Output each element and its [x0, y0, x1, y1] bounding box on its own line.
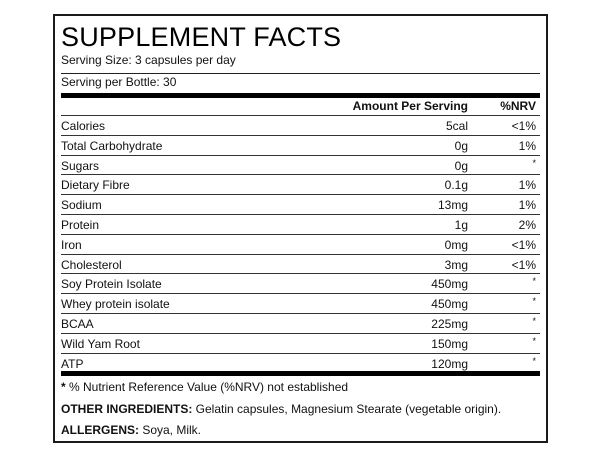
nutrient-name: Soy Protein Isolate	[61, 277, 162, 292]
nutrient-table	[61, 98, 540, 372]
thick-divider-bottom	[61, 371, 540, 376]
nutrient-nrv: *	[532, 276, 536, 287]
nutrient-amount: 120mg	[431, 356, 468, 371]
allergens	[61, 423, 201, 437]
table-row	[61, 293, 540, 313]
allergens-text: Soya, Milk.	[139, 423, 202, 437]
nutrient-name: BCAA	[61, 316, 94, 331]
other-ingredients-label: OTHER INGREDIENTS:	[61, 402, 193, 416]
table-row	[61, 313, 540, 333]
table-row	[61, 194, 540, 214]
nutrient-nrv: *	[532, 157, 536, 168]
nutrient-name: Sugars	[61, 158, 100, 173]
table-row	[61, 135, 540, 155]
other-ingredients	[61, 402, 501, 416]
nutrient-nrv: 1%	[518, 138, 536, 153]
serving-size: Serving Size: 3 capsules per day	[61, 53, 236, 67]
nutrient-name: Sodium	[61, 198, 102, 213]
nutrient-amount: 450mg	[431, 277, 468, 292]
nutrient-amount: 0.1g	[444, 178, 468, 193]
nutrient-name: Whey protein isolate	[61, 297, 170, 312]
nutrient-name: Dietary Fibre	[61, 178, 130, 193]
table-row	[61, 155, 540, 175]
nutrient-nrv: <1%	[511, 119, 536, 133]
nutrient-name: Cholesterol	[61, 257, 122, 272]
table-row	[61, 254, 540, 274]
supplement-facts-panel	[53, 14, 548, 443]
nutrient-nrv: 1%	[518, 198, 536, 213]
footnote-text: % Nutrient Reference Value (%NRV) not established	[65, 380, 349, 394]
nutrient-amount: 0g	[454, 158, 468, 173]
table-row	[61, 353, 540, 373]
serving-per-bottle: Serving per Bottle: 30	[61, 75, 177, 89]
table-row	[61, 234, 540, 254]
nutrient-amount: 5cal	[445, 119, 468, 133]
nutrient-amount: 1g	[454, 217, 468, 232]
other-ingredients-text: Gelatin capsules, Magnesium Stearate (vegetable origin).	[192, 402, 502, 416]
nutrient-amount: 0g	[454, 138, 468, 153]
nutrient-amount: 450mg	[431, 297, 468, 312]
table-row	[61, 333, 540, 353]
table-row	[61, 174, 540, 194]
nutrient-nrv: *	[532, 296, 536, 307]
nutrient-amount: 0mg	[444, 237, 468, 252]
nutrient-name: Calories	[61, 119, 106, 133]
table-row	[61, 115, 540, 135]
nutrient-nrv: *	[532, 315, 536, 326]
nutrient-name: ATP	[61, 356, 84, 371]
divider	[61, 73, 540, 74]
table-row	[61, 273, 540, 293]
nutrient-nrv: *	[532, 355, 536, 366]
nutrient-amount: 225mg	[431, 316, 468, 331]
table-row	[61, 214, 540, 234]
panel-title: SUPPLEMENT FACTS	[61, 22, 342, 52]
nutrient-name: Wild Yam Root	[61, 336, 140, 351]
nutrient-nrv: 1%	[518, 178, 536, 193]
nutrient-amount: 3mg	[444, 257, 468, 272]
header-nrv: %NRV	[500, 99, 536, 113]
table-body	[61, 115, 540, 372]
nutrient-amount: 13mg	[437, 198, 468, 213]
header-amount: Amount Per Serving	[352, 99, 468, 113]
nutrient-nrv: <1%	[511, 237, 536, 252]
nutrient-name: Total Carbohydrate	[61, 138, 163, 153]
allergens-label: ALLERGENS:	[61, 423, 139, 437]
table-header	[61, 98, 540, 115]
footnote	[61, 380, 348, 394]
nutrient-amount: 150mg	[431, 336, 468, 351]
nutrient-name: Iron	[61, 237, 82, 252]
nutrient-nrv: *	[532, 335, 536, 346]
nutrient-nrv: <1%	[511, 257, 536, 272]
nutrient-nrv: 2%	[518, 217, 536, 232]
nutrient-name: Protein	[61, 217, 100, 232]
footnote-star: *	[61, 380, 66, 394]
